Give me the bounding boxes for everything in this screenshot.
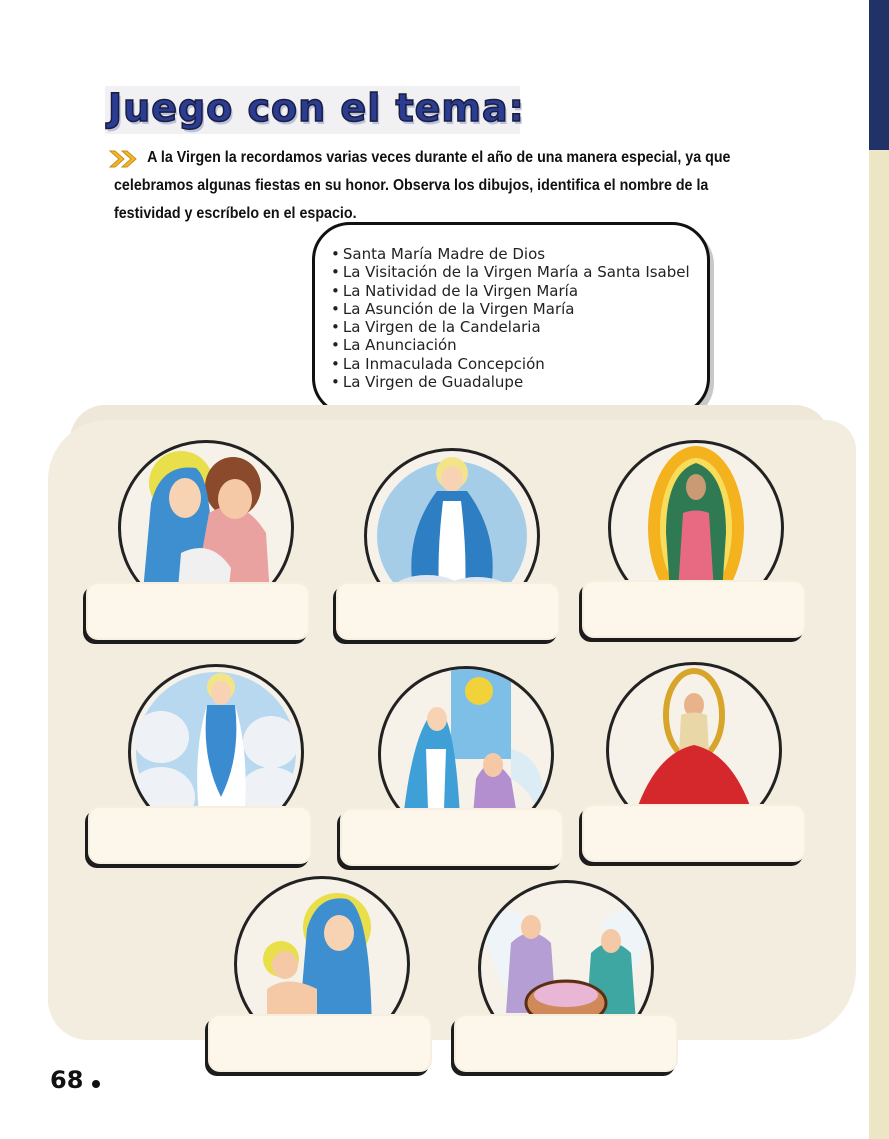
page-number: 68 bbox=[50, 1066, 84, 1094]
answer-box[interactable] bbox=[86, 582, 310, 640]
answer-box[interactable] bbox=[208, 1014, 432, 1072]
side-tab bbox=[869, 0, 889, 1139]
option-item: • La Virgen de Guadalupe bbox=[331, 373, 690, 391]
answer-box[interactable] bbox=[582, 804, 806, 862]
option-item: • La Natividad de la Virgen María bbox=[331, 282, 690, 300]
answer-box[interactable] bbox=[336, 582, 560, 640]
page-title: Juego con el tema: bbox=[108, 86, 525, 130]
instruction-body: A la Virgen la recordamos varias veces durante el año de una manera especial, ya que celebramos algunas fiestas en su honor. Observa los dibujos, identifica el nombre de la festividad y escríbelo en el espacio. bbox=[114, 149, 731, 222]
answer-box[interactable] bbox=[454, 1014, 678, 1072]
instruction-text bbox=[114, 144, 749, 228]
option-item: • La Asunción de la Virgen María bbox=[331, 300, 690, 318]
answer-box[interactable] bbox=[582, 580, 806, 638]
options-list bbox=[331, 245, 690, 391]
page-number-dot bbox=[92, 1080, 100, 1088]
side-tab-accent bbox=[869, 0, 889, 150]
option-item: • La Inmaculada Concepción bbox=[331, 355, 690, 373]
option-item: • La Anunciación bbox=[331, 336, 690, 354]
option-item: • Santa María Madre de Dios bbox=[331, 245, 690, 263]
options-box bbox=[312, 222, 710, 416]
option-item: • La Visitación de la Virgen María a Santa Isabel bbox=[331, 263, 690, 281]
answer-box[interactable] bbox=[88, 806, 312, 864]
option-item: • La Virgen de la Candelaria bbox=[331, 318, 690, 336]
answer-box[interactable] bbox=[340, 808, 564, 866]
